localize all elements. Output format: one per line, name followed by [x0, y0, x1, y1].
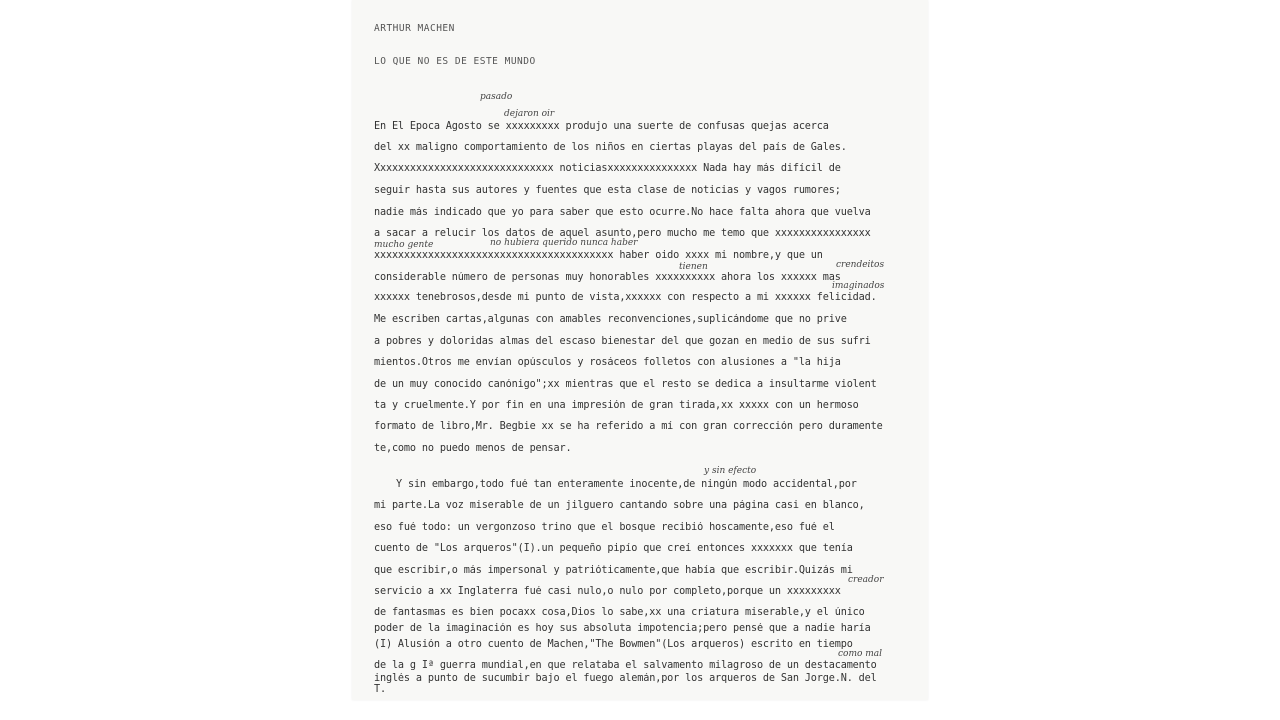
text-line: de fantasmas es bien pocaxx cosa,Dios lo sabe,xx una criatura miserable,y el único [374, 607, 865, 618]
text-line: a sacar a relucir los datos de aquel asunto,pero mucho me temo que xxxxxxxxxxxxxxxx [374, 228, 871, 239]
text-line: de un muy conocido canónigo";xx mientras que el resto se dedica a insultarme violent [374, 379, 877, 390]
text-line: Y sin embargo,todo fué tan enteramente inocente,de ningún modo accidental,por [396, 479, 857, 490]
handwritten-annotation: imaginados [832, 281, 885, 291]
text-line: xxxxxxxxxxxxxxxxxxxxxxxxxxxxxxxxxxxxxxxx haber oido xxxx mi nombre,y que un [374, 250, 823, 261]
text-line: ta y cruelmente.Y por fin en una impresión de gran tirada,xx xxxxx con un hermoso [374, 400, 859, 411]
text-line: mientos.Otros me envían opúsculos y rosáceos folletos con alusiones a "la hija [374, 357, 841, 368]
text-line: nadie más indicado que yo para saber que esto ocurre.No hace falta ahora que vuelva [374, 207, 871, 218]
text-line: considerable número de personas muy honorables xxxxxxxxxx ahora los xxxxxx mas [374, 272, 841, 283]
text-line: formato de libro,Mr. Begbie xx se ha referido a mí con gran corrección pero duramente [374, 421, 883, 432]
text-line: que escribir,o más impersonal y patrióticamente,que había que escribir.Quizás mi [374, 565, 853, 576]
document-title: LO QUE NO ES DE ESTE MUNDO [374, 56, 536, 67]
text-line: En El Época Agosto se xxxxxxxxx produjo una suerte de confusas quejas acerca [374, 121, 829, 132]
text-line: Xxxxxxxxxxxxxxxxxxxxxxxxxxxxxx noticiasxxxxxxxxxxxxxxx Nada hay más difícil de [374, 163, 841, 174]
handwritten-annotation: tienen [679, 262, 708, 272]
text-line: servicio a xx Inglaterra fué casi nulo,o nulo por completo,porque un xxxxxxxxx [374, 586, 841, 597]
text-line: a pobres y doloridas almas del escaso bienestar del que gozan en medio de sus sufri [374, 336, 871, 347]
text-line: cuento de "Los arqueros"(I).un pequeño pipío que creí entonces xxxxxxx que tenía [374, 543, 853, 554]
handwritten-annotation: mucho gente [374, 240, 434, 250]
text-line: seguir hasta sus autores y fuentes que esta clase de noticias y vagos rumores; [374, 185, 841, 196]
handwritten-annotation: crendeitos [836, 260, 885, 270]
text-line: mi parte.La voz miserable de un jilguero cantando sobre una página casi en blanco, [374, 500, 865, 511]
text-line: xxxxxx tenebrosos,desde mi punto de vista,xxxxxx con respecto a mi xxxxxx felicidad. [374, 292, 877, 303]
handwritten-annotation: no hubiera querido nunca haber [490, 238, 638, 248]
text-line: eso fué todo: un vergonzoso trino que el bosque recibió hoscamente,eso fué el [374, 522, 835, 533]
footnote-line: de la g Iª guerra mundial,en que relataba el salvamento milagroso de un destacamento [374, 660, 877, 671]
text-line: te,como no puedo menos de pensar. [374, 443, 572, 454]
footnote-line: (I) Alusión a otro cuento de Machen,"The Bowmen"(Los arqueros) escrito en tiempo [374, 639, 853, 650]
author-line: ARTHUR MACHEN [374, 23, 455, 34]
handwritten-annotation: y sin efecto [704, 466, 757, 476]
handwritten-annotation: dejaron oir [504, 109, 555, 119]
footnote-line: T. [374, 684, 386, 695]
text-line: Me escriben cartas,algunas con amables reconvenciones,suplicándome que no prive [374, 314, 847, 325]
document-page [352, 0, 928, 700]
text-line: del xx maligno comportamiento de los niños en ciertas playas del país de Gales. [374, 142, 847, 153]
footnote-line: inglés a punto de sucumbir bajo el fuego alemán,por los arqueros de San Jorge.N. del [374, 673, 877, 684]
handwritten-annotation: como mal [838, 649, 883, 659]
handwritten-annotation: pasado [480, 92, 513, 102]
text-line: poder de la imaginación es hoy sus absoluta impotencia;pero pensé que a nadie haría [374, 623, 871, 634]
handwritten-annotation: creador [848, 575, 884, 585]
